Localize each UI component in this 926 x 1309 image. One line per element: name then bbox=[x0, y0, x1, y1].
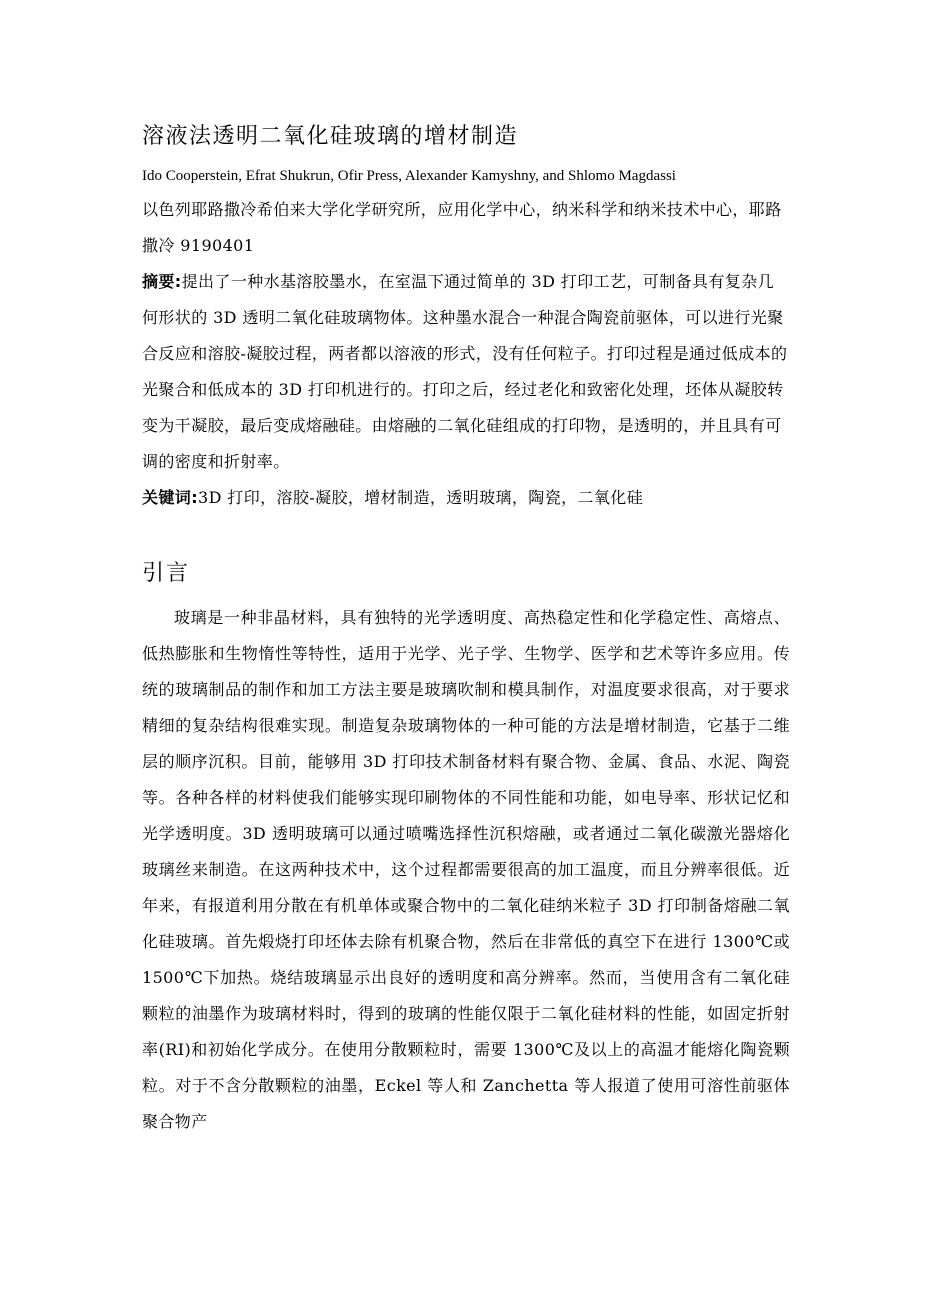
affiliation: 以色列耶路撒冷希伯来大学化学研究所，应用化学中心，纳米科学和纳米技术中心，耶路撒冷 9190401 bbox=[142, 200, 782, 255]
keywords bbox=[142, 480, 790, 516]
author-list: Ido Cooperstein, Efrat Shukrun, Ofir Press, Alexander Kamyshny, and Shlomo Magdassi bbox=[142, 168, 676, 184]
abstract bbox=[142, 264, 790, 480]
intro-paragraph: 玻璃是一种非晶材料，具有独特的光学透明度、高热稳定性和化学稳定性、高熔点、低热膨胀和生物惰性等特性，适用于光学、光子学、生物学、医学和艺术等许多应用。传统的玻璃制品的制作和加工方法主要是玻璃吹制和模具制作，对温度要求很高，对于要求精细的复杂结构很难实现。制造复杂玻璃物体的一种可能的方法是增材制造，它基于二维层的顺序沉积。目前，能够用 3D 打印技术制备材料有聚合物、金属、食品、水泥、陶瓷等。各种各样的材料使我们能够实现印刷物体的不同性能和功能，如电导率、形状记忆和光学透明度。3D 透明玻璃可以通过喷嘴选择性沉积熔融，或者通过二氧化碳激光器熔化玻璃丝来制造。在这两种技术中，这个过程都需要很高的加工温度，而且分辨率很低。近年来，有报道利用分散在有机单体或聚合物中的二氧化硅纳米粒子 3D 打印制备熔融二氧化硅玻璃。首先煅烧打印坯体去除有机聚合物，然后在非常低的真空下在进行 1300℃或 1500℃下加热。烧结玻璃显示出良好的透明度和高分辨率。然而，当使用含有二氧化硅颗粒的油墨作为玻璃材料时，得到的玻璃的性能仅限于二氧化硅材料的性能，如固定折射率(RI)和初始化学成分。在使用分散颗粒时，需要 1300℃及以上的高温才能熔化陶瓷颗粒。对于不含分散颗粒的油墨，Eckel 等人和 Zanchetta 等人报道了使用可溶性前驱体聚合物产 bbox=[142, 608, 790, 1131]
keywords-label: 关键词: bbox=[142, 488, 198, 507]
section-heading-introduction: 引言 bbox=[142, 561, 191, 586]
keywords-text: 3D 打印，溶胶-凝胶，增材制造，透明玻璃，陶瓷，二氧化硅 bbox=[198, 488, 644, 507]
document-page bbox=[142, 118, 790, 1140]
abstract-text: 提出了一种水基溶胶墨水，在室温下通过简单的 3D 打印工艺，可制备具有复杂几何形状的 3D 透明二氧化硅玻璃物体。这种墨水混合一种混合陶瓷前驱体，可以进行光聚合反应和溶胶-凝胶过程，两者都以溶液的形式，没有任何粒子。打印过程是通过低成本的光聚合和低成本的 3D 打印机进行的。打印之后，经过老化和致密化处理，坯体从凝胶转变为干凝胶，最后变成熔融硅。由熔融的二氧化硅组成的打印物，是透明的，并且具有可调的密度和折射率。 bbox=[142, 272, 788, 471]
abstract-label: 摘要: bbox=[142, 272, 182, 291]
paper-title: 溶液法透明二氧化硅玻璃的增材制造 bbox=[142, 124, 519, 149]
